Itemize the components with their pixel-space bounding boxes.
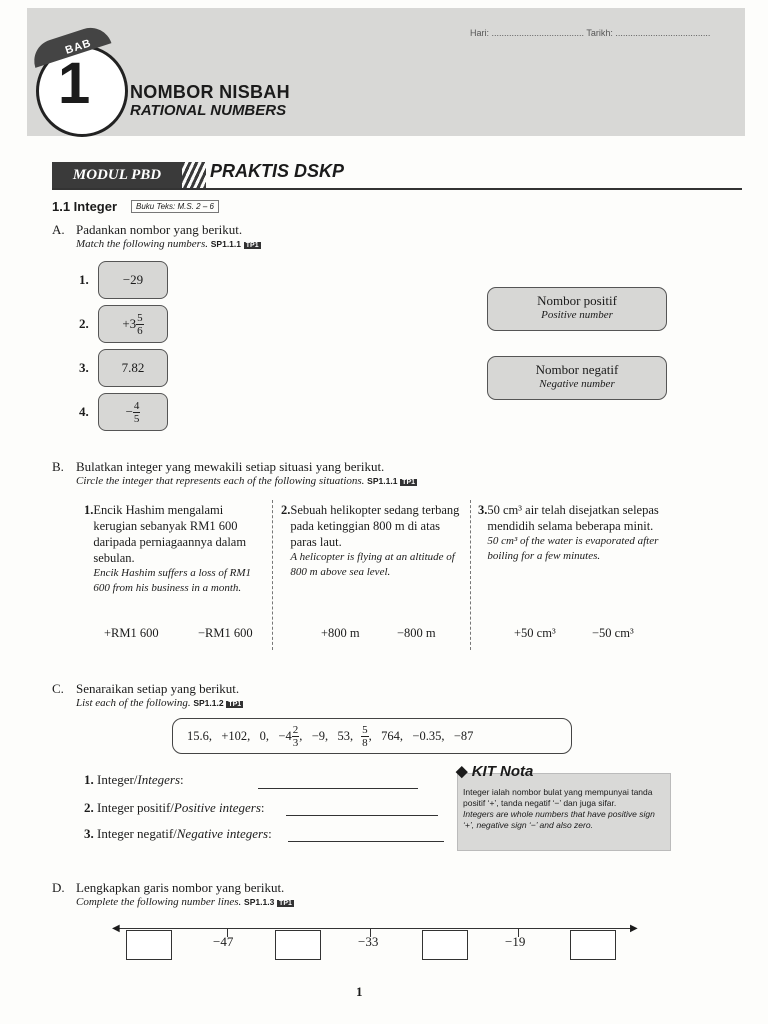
number-line-blank[interactable] xyxy=(275,930,321,960)
list-part: , −9, 53, xyxy=(299,728,354,743)
match-box-2[interactable] xyxy=(98,305,168,343)
number-list-box xyxy=(172,718,572,754)
option-plus-50cm3[interactable]: +50 cm³ xyxy=(514,626,556,640)
column-divider xyxy=(272,500,273,650)
chapter-number: 1 xyxy=(58,51,91,116)
question-d-text: Lengkapkan garis nombor yang berikut. xyxy=(76,880,285,895)
answer-label-en: Negative number xyxy=(539,378,615,390)
negative-number-box[interactable] xyxy=(487,356,667,400)
praktis-dskp-label: PRAKTIS DSKP xyxy=(210,161,345,181)
module-slash-decoration xyxy=(182,162,206,188)
situation-2: 2. Sebuah helikopter sedang terbang pada ketinggian 800 m di atas paras laut. A helicopter is flying at an altitude of 800 m above sea level. xyxy=(281,503,460,578)
number-line-blank[interactable] xyxy=(422,930,468,960)
match-value: −29 xyxy=(122,272,144,287)
fraction: $\frac{2}{3}$ xyxy=(292,723,299,749)
tp-badge: TP1 xyxy=(402,479,416,486)
question-b-text-en: Circle the integer that represents each of the following situations. SP1.1.1 TP1 xyxy=(76,475,416,487)
arrow-right-icon: ▶ xyxy=(630,923,638,934)
question-c-letter: C. xyxy=(52,681,64,696)
question-b-text: Bulatkan integer yang mewakili setiap situasi yang berikut. xyxy=(76,459,385,474)
answer-label: Nombor negatif xyxy=(535,362,619,377)
diamond-icon: ◆ xyxy=(456,763,468,780)
item-number: 4. xyxy=(79,404,89,419)
match-box-3[interactable] xyxy=(98,349,168,387)
question-a-text: Padankan nombor yang berikut. xyxy=(76,222,243,237)
section-title: 1.1 Integer xyxy=(52,199,118,214)
arrow-left-icon: ◀ xyxy=(112,923,120,934)
option-minus-50cm3[interactable]: −50 cm³ xyxy=(592,626,634,640)
modul-pbd-label: MODUL PBD xyxy=(52,162,182,188)
question-a-text-en: Match the following numbers. SP1.1.1 TP1 xyxy=(76,238,259,250)
list-item-negative: 3. Integer negatif/Negative integers: xyxy=(84,826,272,841)
fraction: $\frac{5}{6}$ xyxy=(137,311,143,337)
question-c-text-en: List each of the following. SP1.1.2 TP1 xyxy=(76,697,242,709)
match-box-1[interactable] xyxy=(98,261,168,299)
tp-badge: TP1 xyxy=(279,900,292,907)
option-minus-rm1600[interactable]: −RM1 600 xyxy=(198,626,253,640)
number-line-label: −47 xyxy=(213,934,234,949)
fraction: $\frac{5}{8}$ xyxy=(362,723,368,749)
mixed-whole: +3 xyxy=(122,316,137,331)
question-c-text: Senaraikan setiap yang berikut. xyxy=(76,681,240,696)
positive-number-box[interactable] xyxy=(487,287,667,331)
kit-nota-text: Integer ialah nombor bulat yang mempunyai tanda positif ‘+’, tanda negatif ‘−’ dan juga sifar. Integers are whole numbers that have positive sign ‘+’, negative sign ‘−’ and also zero. xyxy=(463,787,655,830)
option-plus-rm1600[interactable]: +RM1 600 xyxy=(104,626,159,640)
fraction: $\frac{4}{5}$ xyxy=(133,399,140,425)
situation-1: 1. Encik Hashim mengalami kerugian sebanyak RM1 600 daripada perniagaannya dalam sebulan. Encik Hashim suffers a loss of RM1 600 from his business in a month. xyxy=(84,503,252,594)
sp-code: SP1.1.1 xyxy=(210,239,241,249)
module-underline xyxy=(52,188,742,190)
date-fields: Hari: ..................................... Tarikh: ...................................... xyxy=(470,28,711,38)
chapter-title: NOMBOR NISBAH xyxy=(130,82,290,102)
answer-line-positive[interactable] xyxy=(286,815,438,816)
sp-code: SP1.1.2 xyxy=(193,698,224,708)
question-d-letter: D. xyxy=(52,880,65,895)
kit-nota-title: ◆ KIT Nota xyxy=(456,763,534,780)
page-number: 1 xyxy=(356,984,363,999)
item-number: 1. xyxy=(79,272,89,287)
textbook-ref: Buku Teks: M.S. 2 – 6 xyxy=(131,200,219,213)
question-d-text-en: Complete the following number lines. SP1.1.3 TP1 xyxy=(76,896,292,908)
option-minus-800m[interactable]: −800 m xyxy=(397,626,436,640)
answer-label: Nombor positif xyxy=(537,293,617,308)
answer-label-en: Positive number xyxy=(541,309,613,321)
number-line-blank[interactable] xyxy=(126,930,172,960)
situation-3: 3. 50 cm³ air telah disejatkan selepas mendidih selama beberapa minit. 50 cm³ of the water is evaporated after boiling for a few minutes. xyxy=(478,503,659,562)
answer-line-integers[interactable] xyxy=(258,788,418,789)
sp-code: SP1.1.3 xyxy=(244,897,275,907)
list-part: , 764, −0.35, −87 xyxy=(368,728,474,743)
item-number: 3. xyxy=(79,360,89,375)
number-line-label: −19 xyxy=(505,934,526,949)
number-line-label: −33 xyxy=(358,934,379,949)
option-plus-800m[interactable]: +800 m xyxy=(321,626,360,640)
match-box-4[interactable] xyxy=(98,393,168,431)
bab-label: BAB xyxy=(63,37,94,57)
list-item-integers: 1. Integer/Integers: xyxy=(84,772,184,787)
fraction-sign: − xyxy=(125,404,133,419)
tp-badge: TP1 xyxy=(228,701,242,708)
list-item-positive: 2. Integer positif/Positive integers: xyxy=(84,800,265,815)
column-divider xyxy=(470,500,471,650)
item-number: 2. xyxy=(79,316,89,331)
question-b-letter: B. xyxy=(52,459,64,474)
list-part: 15.6, +102, 0, −4 xyxy=(187,728,292,743)
number-line-blank[interactable] xyxy=(570,930,616,960)
chapter-subtitle: RATIONAL NUMBERS xyxy=(130,102,287,119)
answer-line-negative[interactable] xyxy=(288,841,444,842)
number-line xyxy=(116,928,634,929)
tp-badge: TP1 xyxy=(245,242,259,249)
question-a-letter: A. xyxy=(52,222,65,237)
match-value: 7.82 xyxy=(121,360,145,375)
sp-code: SP1.1.1 xyxy=(367,476,398,486)
